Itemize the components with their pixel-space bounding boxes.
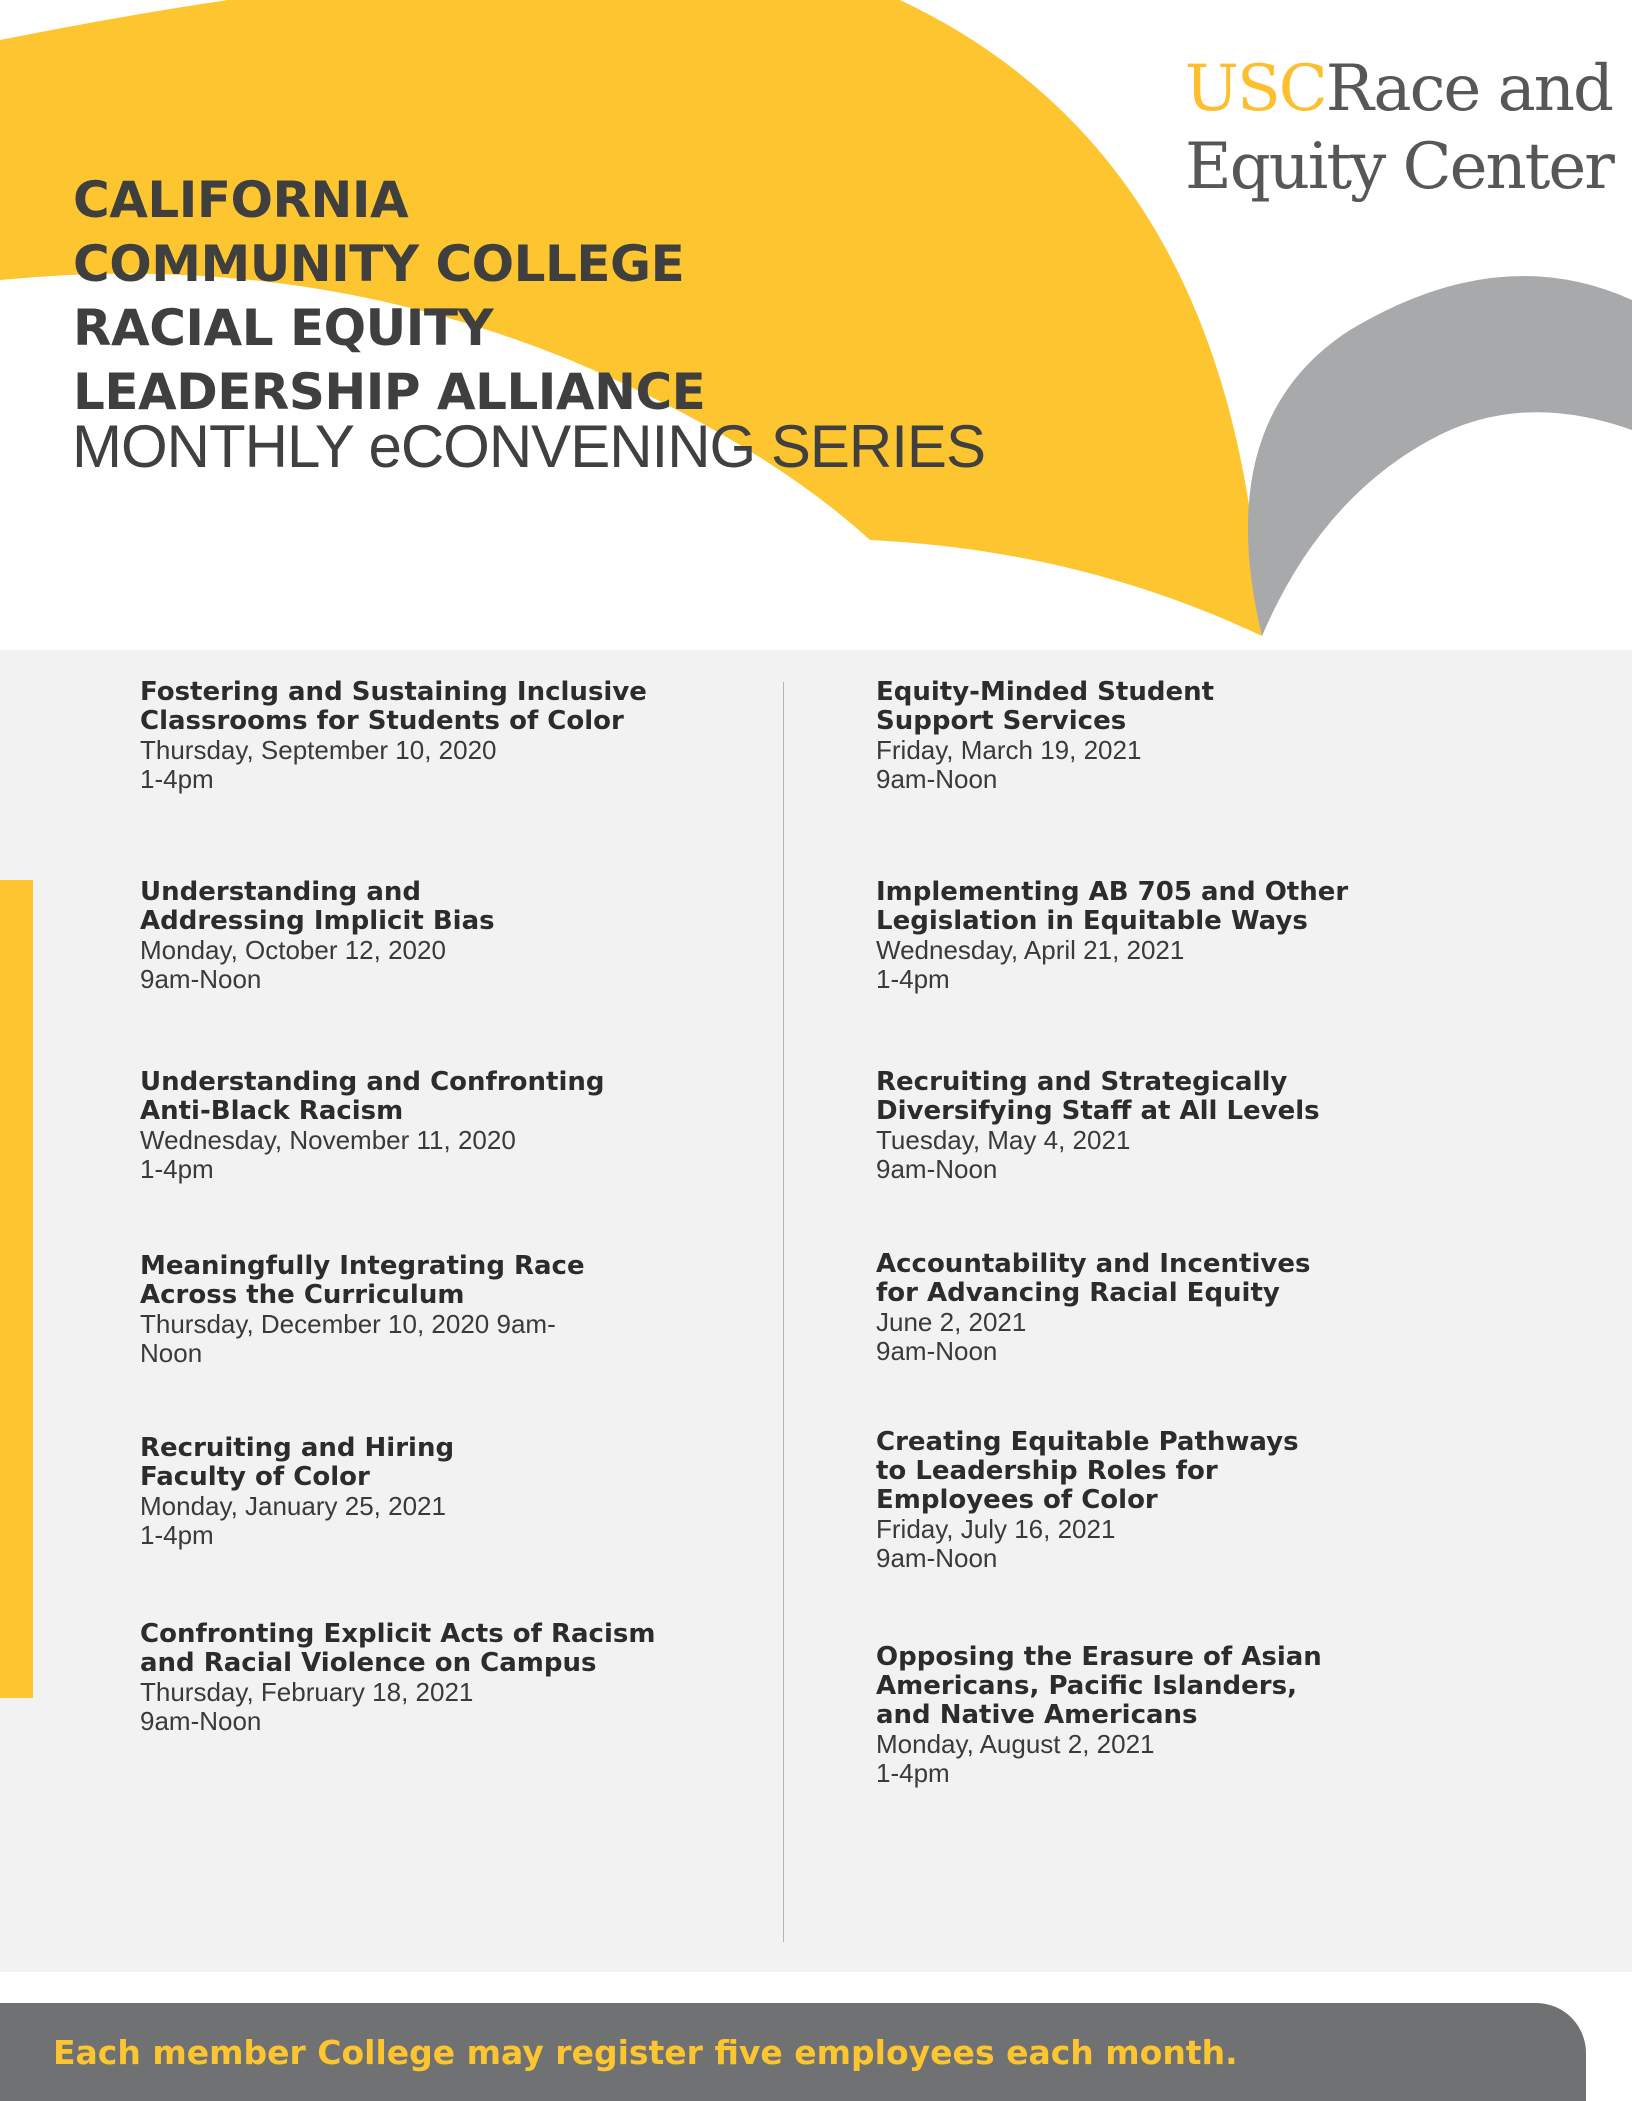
session-item [876,1643,1516,1788]
session-date: Monday, October 12, 2020 [140,935,446,965]
session-time: 1-4pm [140,1154,214,1184]
session-date: June 2, 2021 [876,1307,1027,1337]
footer-text: Each member College may register five employees each month. [53,2033,1238,2072]
title-line: CALIFORNIA [73,171,409,229]
session-time: 1-4pm [140,1520,214,1550]
session-date: Thursday, February 18, 2021 [140,1677,474,1707]
session-title: Fostering and Sustaining Inclusive Classrooms for Students of Color [140,677,647,736]
session-item [876,678,1516,794]
page-title [73,168,705,424]
usc-race-equity-logo [1185,50,1613,206]
session-item [876,1250,1516,1366]
session-time: 1-4pm [140,764,214,794]
session-time: 1-4pm [876,1758,950,1788]
session-item [140,878,780,994]
session-item [876,1428,1516,1573]
gray-arc [1248,276,1632,636]
session-date: Wednesday, April 21, 2021 [876,935,1185,965]
session-item [876,878,1516,994]
session-date: Monday, August 2, 2021 [876,1729,1155,1759]
session-title: Equity-Minded Student Support Services [876,677,1215,736]
session-title: Understanding and Confronting Anti-Black Racism [140,1067,605,1126]
session-date: Thursday, December 10, 2020 9am- Noon [140,1309,556,1368]
session-title: Recruiting and Strategically Diversifying Staff at All Levels [876,1067,1320,1126]
session-title: Opposing the Erasure of Asian Americans, Pacific Islanders, and Native Americans [876,1642,1322,1730]
session-date: Wednesday, November 11, 2020 [140,1125,516,1155]
session-title: Recruiting and Hiring Faculty of Color [140,1433,455,1492]
session-item [876,1068,1516,1184]
title-line: COMMUNITY COLLEGE [73,235,685,293]
session-date: Friday, March 19, 2021 [876,735,1142,765]
session-item [140,1068,780,1184]
session-date: Friday, July 16, 2021 [876,1514,1116,1544]
session-item [140,678,780,794]
logo-line1: Race and [1325,52,1612,126]
session-title: Meaningfully Integrating Race Across the Curriculum [140,1251,585,1310]
footer-banner [0,2003,1586,2101]
session-time: 9am-Noon [876,1543,998,1573]
session-title: Accountability and Incentives for Advancing Racial Equity [876,1249,1311,1308]
session-item [140,1620,780,1736]
session-time: 9am-Noon [876,1336,998,1366]
session-time: 1-4pm [876,964,950,994]
session-date: Thursday, September 10, 2020 [140,735,497,765]
session-time: 9am-Noon [876,1154,998,1184]
accent-bar [0,880,33,1698]
logo-line2: Equity Center [1185,130,1613,204]
session-item [140,1434,780,1550]
session-title: Confronting Explicit Acts of Racism and Racial Violence on Campus [140,1619,656,1678]
page-subtitle: MONTHLY eCONVENING SERIES [72,413,985,480]
session-date: Tuesday, May 4, 2021 [876,1125,1131,1155]
title-line: LEADERSHIP ALLIANCE [73,363,706,421]
session-time: 9am-Noon [140,1706,262,1736]
column-divider [783,682,784,1942]
session-title: Creating Equitable Pathways to Leadership Roles for Employees of Color [876,1427,1299,1515]
session-date: Monday, January 25, 2021 [140,1491,446,1521]
session-title: Understanding and Addressing Implicit Bias [140,877,495,936]
session-title: Implementing AB 705 and Other Legislation in Equitable Ways [876,877,1349,936]
session-time: 9am-Noon [140,964,262,994]
logo-brand: USC [1185,52,1326,126]
session-item [140,1252,780,1368]
session-time: 9am-Noon [876,764,998,794]
title-line: RACIAL EQUITY [73,299,494,357]
